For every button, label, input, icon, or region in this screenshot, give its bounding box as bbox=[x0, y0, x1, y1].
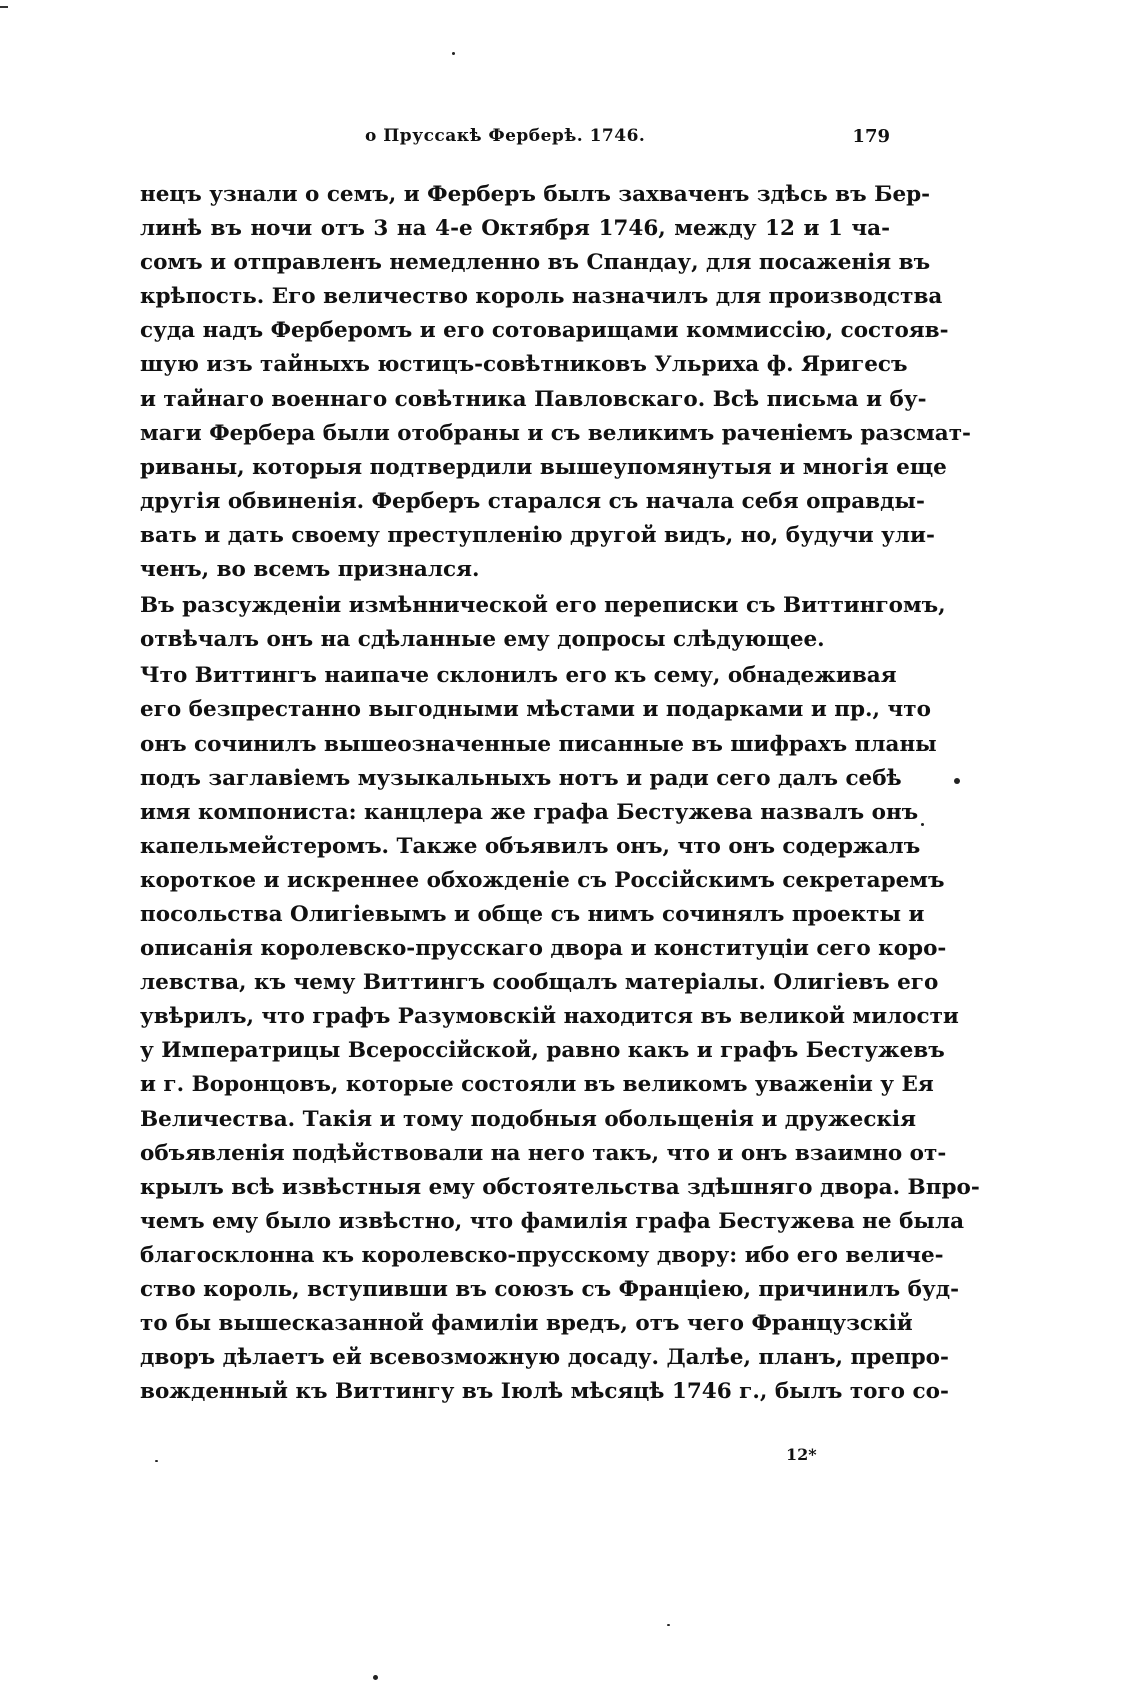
text-line: посольства Олигіевымъ и обще съ нимъ сочинялъ проекты и bbox=[140, 901, 925, 927]
text-line: и г. Воронцовъ, которые состояли въ великомъ уваженіи у Ея bbox=[140, 1072, 934, 1098]
text-line: дворъ дѣлаетъ ей всевозможную досаду. Далѣе, планъ, препро- bbox=[140, 1345, 949, 1371]
paragraph bbox=[140, 178, 971, 587]
text-line: Что Виттингъ наипаче склонилъ его къ сему, обнадеживая bbox=[140, 663, 897, 689]
text-line: онъ сочинилъ вышеозначенные писанные въ шифрахъ планы bbox=[140, 731, 937, 757]
text-line: шую изъ тайныхъ юстицъ-совѣтниковъ Ульриха ф. Яригесъ bbox=[140, 352, 908, 378]
text-line: описанія королевско-прусскаго двора и конституціи сего коро- bbox=[140, 936, 947, 962]
ink-speck bbox=[954, 778, 960, 784]
paragraph bbox=[140, 589, 946, 657]
text-line: благосклонна къ королевско-прусскому двору: ибо его величе- bbox=[140, 1242, 944, 1268]
ink-speck bbox=[373, 1675, 378, 1680]
ink-speck bbox=[452, 52, 455, 55]
text-line: маги Фербера были отобраны и съ великимъ раченіемъ разсмат- bbox=[140, 420, 971, 446]
text-line: короткое и искреннее обхожденіе съ Россійскимъ секретаремъ bbox=[140, 867, 945, 893]
text-line: у Императрицы Всероссійской, равно какъ и графъ Бестужевъ bbox=[140, 1038, 945, 1064]
text-line: подъ заглавіемъ музыкальныхъ нотъ и ради сего далъ себѣ bbox=[140, 765, 902, 791]
page-header bbox=[140, 126, 890, 156]
text-line: Въ разсужденіи измѣннической его переписки съ Виттингомъ, bbox=[140, 593, 946, 619]
text-line: левства, къ чему Виттингъ сообщалъ матеріалы. Олигіевъ его bbox=[140, 970, 939, 996]
text-line: крылъ всѣ извѣстныя ему обстоятельства здѣшняго двора. Впро- bbox=[140, 1174, 980, 1200]
text-line: чемъ ему было извѣстно, что фамилія графа Бестужева не была bbox=[140, 1208, 965, 1234]
text-line: то бы вышесказанной фамиліи вредъ, отъ чего Французскій bbox=[140, 1311, 913, 1337]
signature-mark: 12* bbox=[786, 1445, 817, 1464]
text-line: крѣпость. Его величество король назначилъ для производства bbox=[140, 284, 943, 310]
text-line: линѣ въ ночи отъ 3 на 4-е Октября 1746, между 12 и 1 ча- bbox=[140, 216, 890, 242]
text-line: ство король, вступивши въ союзъ съ Франціею, причинилъ буд- bbox=[140, 1277, 959, 1302]
text-line: имя компониста: канцлера же графа Бестужева назвалъ онъ bbox=[140, 799, 919, 825]
text-line: и тайнаго военнаго совѣтника Павловскаго. Всѣ письма и бу- bbox=[140, 386, 927, 412]
text-line: риваны, которыя подтвердили вышеупомянутыя и многія еще bbox=[140, 454, 947, 480]
text-line: другія обвиненія. Ферберъ старался съ начала себя оправды- bbox=[140, 488, 925, 514]
text-line: увѣрилъ, что графъ Разумовскій находится въ великой милости bbox=[140, 1004, 959, 1030]
text-line: капельмейстеромъ. Также объявилъ онъ, что онъ содержалъ bbox=[140, 833, 921, 859]
text-line: вожденный къ Виттингу въ Іюлѣ мѣсяцѣ 1746 г., былъ того со- bbox=[140, 1379, 949, 1405]
text-line: отвѣчалъ онъ на сдѣланные ему допросы слѣдующее. bbox=[140, 627, 825, 653]
text-line: Величества. Такія и тому подобныя обольщенія и дружескія bbox=[140, 1106, 916, 1132]
text-line: суда надъ Ферберомъ и его сотоварищами коммиссію, состояв- bbox=[140, 318, 949, 344]
text-line: ченъ, во всемъ признался. bbox=[140, 557, 480, 583]
ink-speck bbox=[667, 1624, 670, 1626]
body-text bbox=[140, 178, 980, 1411]
text-line: вать и дать своему преступленію другой видъ, но, будучи ули- bbox=[140, 522, 935, 548]
text-line: объявленія подѣйствовали на него такъ, что и онъ взаимно от- bbox=[140, 1140, 947, 1166]
text-line: сомъ и отправленъ немедленно въ Спандау, для посаженія въ bbox=[140, 250, 931, 276]
text-line: его безпрестанно выгодными мѣстами и подарками и пр., что bbox=[140, 697, 931, 723]
page-number: 179 bbox=[852, 126, 890, 147]
running-head: о Пруссакѣ Ферберѣ. 1746. bbox=[365, 126, 646, 146]
text-line: нецъ узнали о семъ, и Ферберъ былъ захваченъ здѣсь въ Бер- bbox=[140, 182, 931, 207]
ink-speck bbox=[921, 823, 924, 826]
scan-edge-mark bbox=[0, 6, 8, 8]
ink-speck bbox=[155, 1460, 158, 1462]
paragraph bbox=[140, 659, 980, 1409]
